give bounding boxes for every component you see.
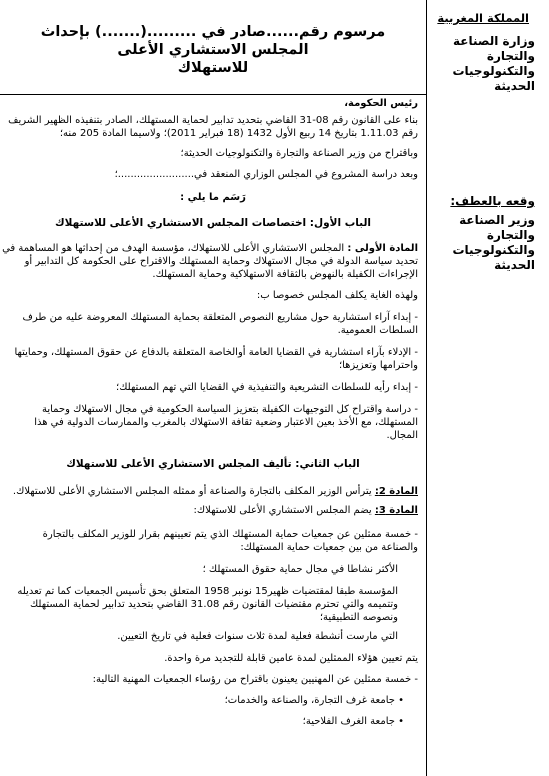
member-criterion: الأكثر نشاطا في مجال حماية حقوق المستهلك ؛ [202,564,398,575]
member-criterion: وتتميمه والتي تحترم مقتضيات القانون رقم 31.08 القاضي بتحديد تدابير لحماية المستهلك [29,599,398,610]
task-line: واحترامها وتعزيزها؛ [338,360,418,371]
decree-title-line2: للاستهلاك [177,60,249,76]
decrees-heading: رَسَم ما يلي : [180,192,246,203]
chapter-1-heading: الباب الأول: اختصاصات المجلس الاستشاري الأعلى للاستهلاك [54,217,372,229]
task-line: - إبداء آراء استشارية حول مشاريع النصوص المتعلقة بحماية المستهلك المعروضة عليه من طرف [22,312,418,323]
article-1-line: تحديد سياسة الدولة في مجال الاستهلاك وحماية المستهلك والاقتراح على الحكومة كل التدابير أو [24,256,418,267]
member-criterion: ونصوصه التطبيقية؛ [319,612,398,623]
article-3-line [8,504,418,517]
task-line: المستهلك، مع الأخذ بعين الاعتبار وضعية ثقافة الاستهلاك بالمغرب والممارسات الدولية في هذا [34,417,418,428]
article-3-text: يضم المجلس الاستشاري الأعلى للاستهلاك: [193,505,372,516]
task-line: - إبداء رأيه للسلطات التشريعية والتنفيذية في القضايا التي تهم المستهلك؛ [116,382,418,393]
preamble-line: وباقتراح من وزير الصناعة والتجارة والتكنولوجيات الحديثة؛ [180,148,418,159]
article-2-text: يترأس الوزير المكلف بالتجارة والصناعة أو ممثله المجلس الاستشاري الأعلى للاستهلاك. [12,486,372,497]
decree-title [10,23,416,77]
article-1-line: الإجراءات الكفيلة بالنهوض بالثقافة الاستهلاكية وحماية المستهلك. [152,269,418,280]
preamble-line: وبعد دراسة المشروع في المجلس الوزاري المنعقد في........................؛ [114,169,418,180]
preamble-line: رقم 1.11.03 بتاريخ 14 ربيع الأول 1432 (18 فبراير 2011)؛ ولاسيما المادة 205 منه؛ [59,128,418,139]
article-3-label: المادة 3: [374,505,418,516]
member-line: - خمسة ممثلين عن المهنيين يعينون باقتراح من رؤساء الجمعيات المهنية التالية: [92,674,418,685]
article-1-line [2,242,418,255]
ministry-label: وزارة الصناعة والتجارة والتكنولوجيات الحديثة [452,34,535,93]
article-2-label: المادة 2: [374,486,418,497]
sidebar [426,0,549,776]
sidebar-header [409,10,549,94]
preamble-line: بناء على القانون رقم 08-31 القاضي بتحديد تدابير لحماية المستهلك، الصادر بتنفيذه الظهير الشريف [8,115,418,126]
chapter-2-heading: الباب الثاني: تأليف المجلس الاستشاري الأعلى للاستهلاك [66,458,360,470]
kingdom-label: المملكة المغربية [437,11,529,25]
member-line: - خمسة ممثلين عن جمعيات حماية المستهلك الذي يتم تعيينهم بقرار للوزير المكلف بالتجارة [42,529,418,540]
article-1-text: المجلس الاستشاري الأعلى للاستهلاك، مؤسسة الهدف من إحداثها هو المساهمة في [2,243,345,254]
task-line: - الإدلاء بآراء استشارية في القضايا العامة أوالخاصة المتعلقة بالدفاع عن حقوق المستهلك، وحمايتها [14,347,418,358]
minister-label: وزير الصناعة والتجارة والتكنولوجيات الحديثة [452,213,535,272]
signature-label: وقعه بالعطف: [450,194,535,208]
article-2-line [8,485,418,498]
member-criterion: المؤسسة طبقا لمقتضيات ظهير15 نونبر 1958 المتعلق بحق تأسيس الجمعيات كما تم تعديله [17,586,398,597]
member-bullet: • جامعة غرف التجارة، والصناعة والخدمات؛ [224,695,404,706]
decree-title-line1: مرسوم رقم......صادر في .........(.......) بإحداث المجلس الاستشاري الأعلى [40,24,386,58]
purpose-line: ولهذه الغاية يكلف المجلس خصوصا ب: [256,290,418,301]
decree-header [0,0,426,95]
task-line: السلطات العمومية. [337,325,418,336]
task-line: المجال. [386,430,418,441]
member-line: والصناعة من بين جمعيات حماية المستهلك: [240,542,418,553]
term-line: يتم تعيين هؤلاء الممثلين لمدة عامين قابلة للتجديد مرة واحدة. [164,653,418,664]
prime-minister-heading: رئيس الحكومة، [344,98,418,109]
task-line: - دراسة واقتراح كل التوجيهات الكفيلة بتعزيز السياسة الحكومية في مجال الاستهلاك وحماية [41,404,418,415]
article-1-label: المادة الأولى : [347,243,418,254]
signature-block [409,193,549,273]
member-criterion: التي مارست أنشطة فعلية لمدة ثلاث سنوات فعلية في تاريخ التعيين. [117,631,398,642]
member-bullet: • جامعة الغرف الفلاحية؛ [302,716,404,727]
